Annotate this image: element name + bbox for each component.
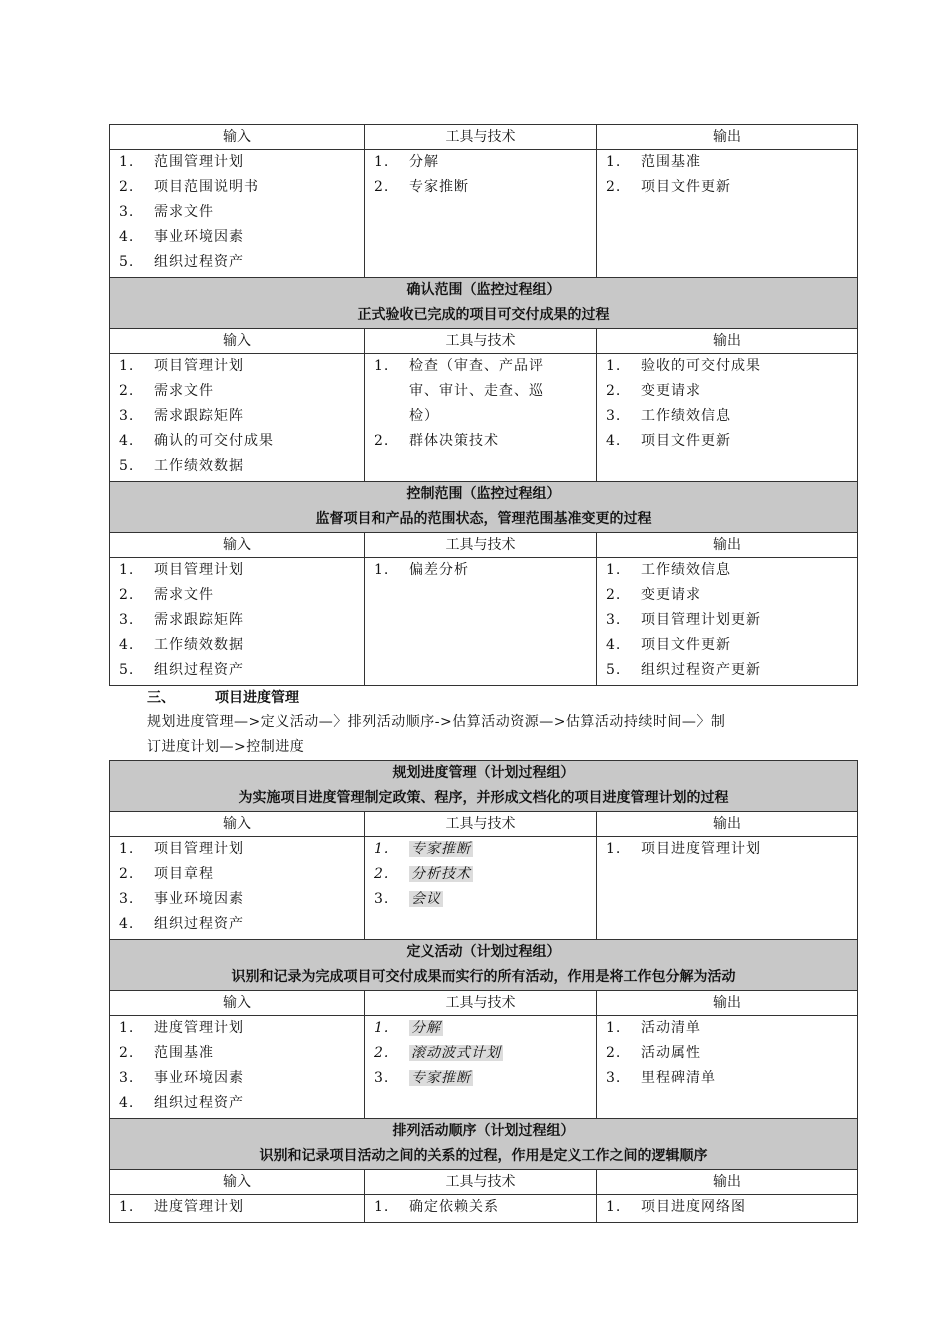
list-item: 4. 组织过程资产 [119,1095,244,1111]
list-item: 2. 项目章程 [119,866,214,882]
list-item: 4. 事业环境因素 [119,229,244,245]
list-item: 1. 分解 [374,154,439,170]
list-item: 1. 进度管理计划 [119,1020,244,1036]
table-header-row [110,991,858,1016]
list-item: 2. 变更请求 [606,383,701,399]
list-item: 1. 进度管理计划 [119,1199,244,1215]
table-header-row [110,329,858,354]
tools-cell [365,837,597,940]
inputs-cell [110,150,365,278]
table-body-row [110,558,858,686]
list-item-continuation: 审、审计、走查、巡 [409,383,544,399]
table-scope-create-wbs [109,124,858,686]
list-item: 1. 项目管理计划 [119,841,244,857]
header-tools: 工具与技术 [365,125,597,150]
process-title: 定义活动（计划过程组） [406,944,561,960]
document-page [109,124,857,1223]
list-item: 4. 确认的可交付成果 [119,433,274,449]
process-title-band [110,940,858,991]
table-body-row [110,150,858,278]
list-item: 1. 项目进度网络图 [606,1199,746,1215]
list-item: 2. 范围基准 [119,1045,214,1061]
process-title: 排列活动顺序（计划过程组） [392,1123,575,1139]
tools-cell [365,1016,597,1119]
table-header-row [110,125,858,150]
list-item: 1. 项目进度管理计划 [606,841,761,857]
list-item: 2. 需求文件 [119,587,214,603]
list-item: 2. 群体决策技术 [374,433,499,449]
header-outputs: 输出 [597,1170,858,1195]
table-header-row [110,812,858,837]
header-tools: 工具与技术 [365,991,597,1016]
process-subtitle: 为实施项目进度管理制定政策、程序，并形成文档化的项目进度管理计划的过程 [238,790,729,806]
list-item: 1. 范围管理计划 [119,154,244,170]
process-subtitle: 识别和记录项目活动之间的关系的过程，作用是定义工作之间的逻辑顺序 [259,1148,708,1164]
list-item: 2. 需求文件 [119,383,214,399]
flow-line-2: 订进度计划—>控制进度 [147,739,305,755]
list-item: 4. 项目文件更新 [606,637,731,653]
list-item: 4. 项目文件更新 [606,433,731,449]
list-item: 1. 范围基准 [606,154,701,170]
list-item: 5. 组织过程资产 [119,662,244,678]
list-item: 3. 需求文件 [119,204,214,220]
list-item: 3. 需求跟踪矩阵 [119,408,244,424]
outputs-cell [597,558,858,686]
section-heading [109,686,857,710]
header-outputs: 输出 [597,125,858,150]
process-title: 规划进度管理（计划过程组） [392,765,575,781]
list-item: 2. 项目文件更新 [606,179,731,195]
tools-cell [365,1195,597,1223]
process-title-band [110,761,858,812]
header-tools: 工具与技术 [365,329,597,354]
header-inputs: 输入 [110,991,365,1016]
header-outputs: 输出 [597,991,858,1016]
table-body-row [110,1195,858,1223]
header-inputs: 输入 [110,329,365,354]
list-item: 4. 组织过程资产 [119,916,244,932]
list-item: 2. 滚动波式计划 [374,1045,501,1061]
list-item: 1. 分解 [374,1020,441,1036]
list-item: 3. 里程碑清单 [606,1070,716,1086]
inputs-cell [110,1016,365,1119]
list-item: 1. 确定依赖关系 [374,1199,499,1215]
tools-cell [365,354,597,482]
process-subtitle: 正式验收已完成的项目可交付成果的过程 [357,307,610,323]
process-title-band [110,1119,858,1170]
process-flow-text [109,710,857,760]
inputs-cell [110,354,365,482]
list-item: 2. 专家推断 [374,179,469,195]
header-outputs: 输出 [597,533,858,558]
list-item: 1. 验收的可交付成果 [606,358,761,374]
section-number: 三、 [147,690,175,706]
list-item: 5. 组织过程资产更新 [606,662,761,678]
header-inputs: 输入 [110,1170,365,1195]
list-item: 3. 项目管理计划更新 [606,612,761,628]
process-title-band [110,482,858,533]
list-item: 1. 项目管理计划 [119,562,244,578]
inputs-cell [110,837,365,940]
tools-cell [365,150,597,278]
outputs-cell [597,1195,858,1223]
header-tools: 工具与技术 [365,533,597,558]
outputs-cell [597,150,858,278]
list-item: 5. 组织过程资产 [119,254,244,270]
outputs-cell [597,837,858,940]
tools-cell [365,558,597,686]
table-schedule-processes [109,760,858,1223]
list-item: 3. 需求跟踪矩阵 [119,612,244,628]
header-tools: 工具与技术 [365,1170,597,1195]
flow-line-1: 规划进度管理—>定义活动—〉排列活动顺序->估算活动资源—>估算活动持续时间—〉制 [147,714,726,730]
outputs-cell [597,1016,858,1119]
table-body-row [110,354,858,482]
list-item: 4. 工作绩效数据 [119,637,244,653]
header-tools: 工具与技术 [365,812,597,837]
list-item: 3. 事业环境因素 [119,1070,244,1086]
process-title: 控制范围（监控过程组） [406,486,561,502]
list-item: 2. 活动属性 [606,1045,701,1061]
table-body-row [110,837,858,940]
list-item: 1. 工作绩效信息 [606,562,731,578]
header-inputs: 输入 [110,812,365,837]
list-item: 1. 活动清单 [606,1020,701,1036]
process-subtitle: 监督项目和产品的范围状态，管理范围基准变更的过程 [315,511,652,527]
list-item: 1. 专家推断 [374,841,471,857]
section-title: 项目进度管理 [215,690,299,706]
table-header-row [110,1170,858,1195]
list-item: 3. 工作绩效信息 [606,408,731,424]
header-inputs: 输入 [110,125,365,150]
list-item: 5. 工作绩效数据 [119,458,244,474]
list-item: 1. 项目管理计划 [119,358,244,374]
header-outputs: 输出 [597,812,858,837]
list-item-continuation: 检） [409,408,439,424]
table-body-row [110,1016,858,1119]
list-item: 1. 偏差分析 [374,562,469,578]
list-item: 2. 分析技术 [374,866,471,882]
inputs-cell [110,558,365,686]
list-item: 3. 事业环境因素 [119,891,244,907]
header-outputs: 输出 [597,329,858,354]
header-inputs: 输入 [110,533,365,558]
list-item: 2. 项目范围说明书 [119,179,259,195]
list-item: 3. 会议 [374,891,441,907]
outputs-cell [597,354,858,482]
list-item: 2. 变更请求 [606,587,701,603]
table-header-row [110,533,858,558]
list-item: 3. 专家推断 [374,1070,471,1086]
inputs-cell [110,1195,365,1223]
process-title-band [110,278,858,329]
process-subtitle: 识别和记录为完成项目可交付成果而实行的所有活动，作用是将工作包分解为活动 [231,969,736,985]
list-item: 1. 检查（审查、产品评 [374,358,544,374]
process-title: 确认范围（监控过程组） [406,282,561,298]
